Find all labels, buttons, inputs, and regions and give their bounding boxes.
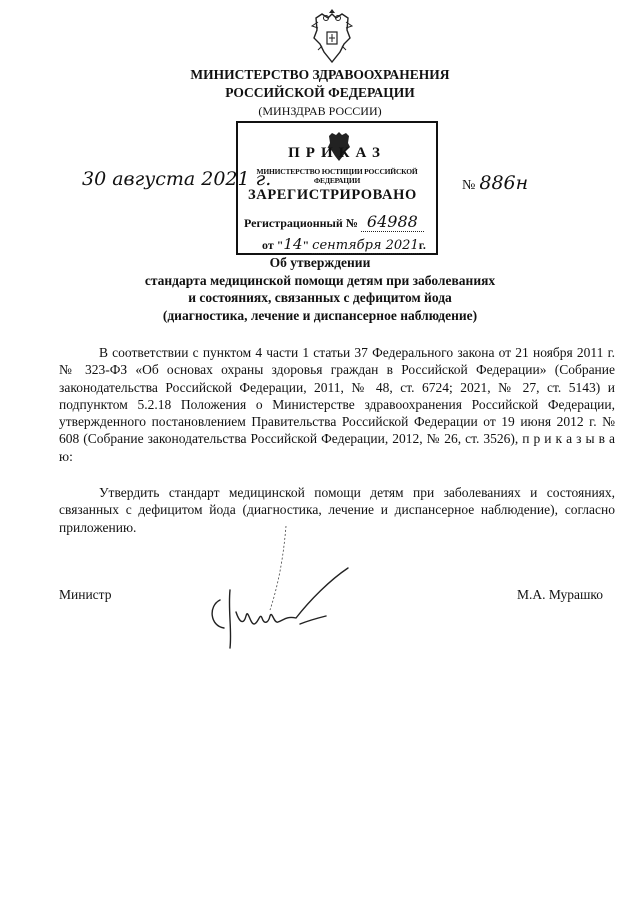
order-number (462, 172, 528, 194)
stamp-date-quote: " (302, 238, 310, 252)
stamp-date-suffix: г. (418, 238, 426, 252)
ministry-name-line2: РОССИЙСКОЙ ФЕДЕРАЦИИ (225, 85, 415, 100)
order-subject (0, 254, 640, 324)
order-date: 30 августа 2021 г. (82, 168, 272, 190)
stamp-date-prefix: от " (262, 238, 284, 252)
ministry-short-name: (МИНЗДРАВ РОССИИ) (258, 104, 382, 118)
ministry-name-line1: МИНИСТЕРСТВО ЗДРАВООХРАНЕНИЯ (190, 67, 450, 82)
signatory-name: М.А. Мурашко (517, 587, 604, 602)
signatory-title: Министр (59, 587, 112, 602)
stamp-registration-date (262, 235, 426, 253)
coat-of-arms-emblem (308, 8, 356, 66)
stamp-date-day: 14 (283, 235, 303, 253)
stamp-registration-number: 64988 (361, 212, 424, 232)
stamp-date-month-year: сентября 2021 (312, 238, 419, 253)
subject-line4: (диагностика, лечение и диспансерное наблюдение) (162, 307, 478, 323)
order-number-label: № (462, 178, 476, 193)
handwritten-signature (200, 520, 370, 660)
subject-line3: и состояниях, связанных с дефицитом йода (188, 290, 452, 305)
stamp-registered: ЗАРЕГИСТРИРОВАНО (248, 187, 417, 203)
ministry-header (0, 66, 640, 120)
subject-line1: Об утверждении (269, 255, 371, 270)
order-number-value: 886н (479, 172, 529, 194)
body-paragraph-1: В соответствии с пунктом 4 части 1 статьи 37 Федерального закона от 21 ноября 2011 г. № 323-ФЗ «Об основах охраны здоровья граждан в Российской Федерации» (Собрание законодательства Российской Федерации, 2011, № 48, ст. 6724; 2021, № 27, ст. 5143) и подпунктом 5.2.18 Положения о Министерстве здравоохранения Российской Федерации, утвержденного постановлением Правительства Российской Федерации от 19 июня 2012 г. № 608 (Собрание законодательства Российской Федерации, 2012, № 26, ст. 3526), п р и к а з ы в а ю: (59, 345, 615, 464)
body-paragraph-2: Утвердить стандарт медицинской помощи детям при заболеваниях и состояниях, связанных с дефицитом йода (диагностика, лечение и диспансерное наблюдение), согласно приложению. (59, 485, 615, 535)
stamp-justice-ministry: МИНИСТЕРСТВО ЮСТИЦИИ РОССИЙСКОЙ ФЕДЕРАЦИИ (256, 167, 418, 185)
stamp-registration-number-row (244, 212, 424, 231)
subject-line2: стандарта медицинской помощи детям при заболеваниях (144, 272, 496, 288)
stamp-registration-label: Регистрационный № (244, 216, 358, 230)
stamp-order-title: ПРИКАЗ (288, 145, 386, 161)
registration-stamp (236, 121, 438, 255)
